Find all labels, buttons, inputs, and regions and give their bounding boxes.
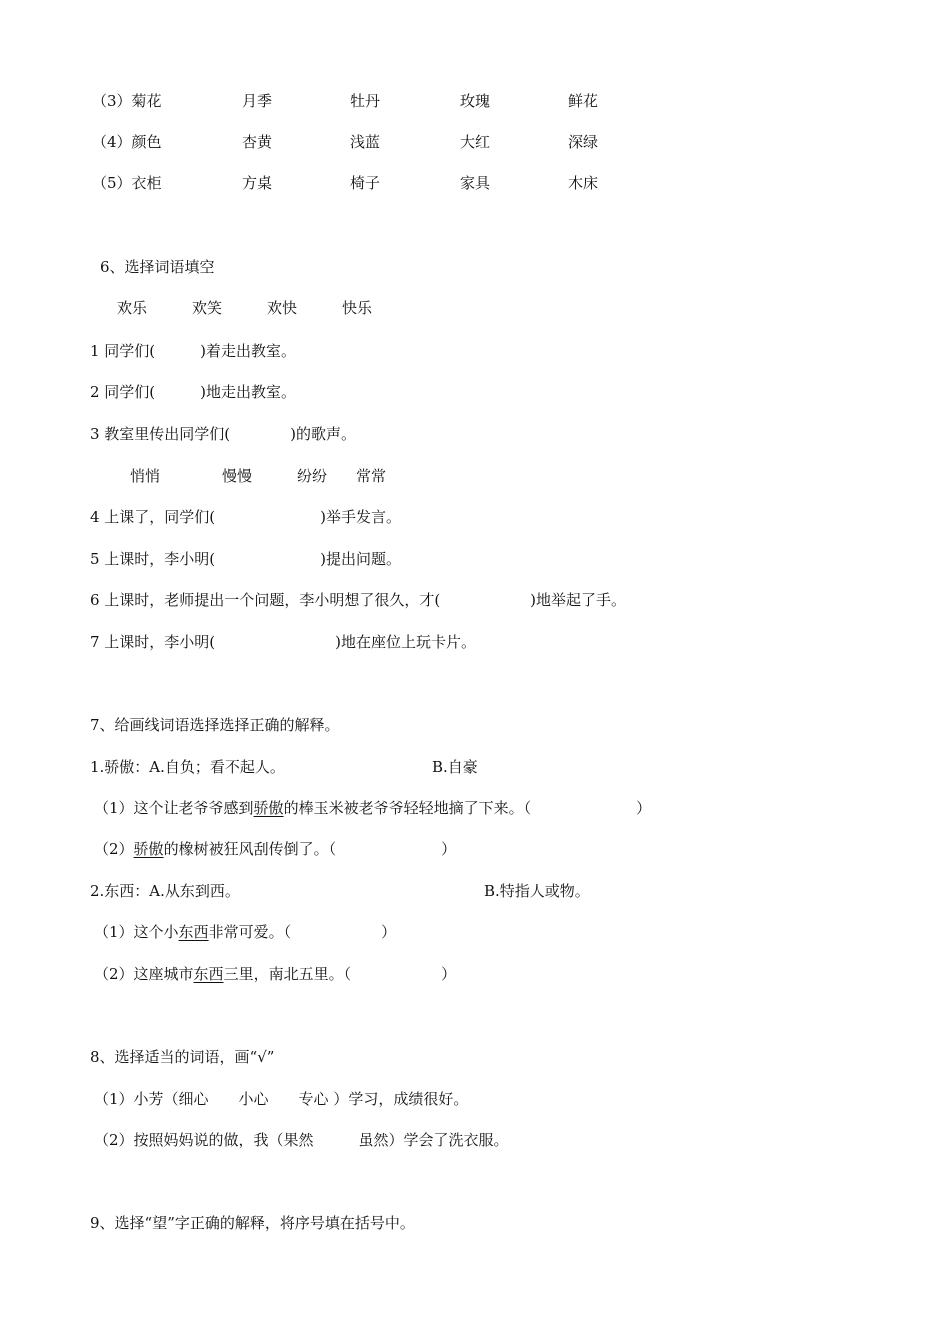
row-item: 月季 xyxy=(242,92,273,110)
fill-blank-item: 3 教室里传出同学们( )的歌声。 xyxy=(90,425,357,443)
word-option: 欢快 xyxy=(267,299,298,317)
underlined-word: 骄傲 xyxy=(253,799,284,817)
row-item: （3）菊花 xyxy=(92,92,162,110)
row-item: 深绿 xyxy=(568,133,599,151)
underlined-word: 东西 xyxy=(193,965,224,983)
word-1-option-a: 1.骄傲：A.自负；看不起人。 xyxy=(90,758,285,776)
choice-item: （2）按照妈妈说的做，我（果然 虽然）学会了洗衣服。 xyxy=(94,1131,509,1149)
row-item: 鲜花 xyxy=(568,92,599,110)
row-item: 玫瑰 xyxy=(460,92,491,110)
underlined-word: 骄傲 xyxy=(133,840,164,858)
sentence-item: （1）这个让老爷爷感到骄傲的棒玉米被老爷爷轻轻地摘了下来。（ ） xyxy=(94,799,652,817)
fill-blank-item: 5 上课时，李小明( )提出问题。 xyxy=(90,550,402,568)
underlined-word: 东西 xyxy=(178,923,209,941)
word-option: 纷纷 xyxy=(297,467,328,485)
row-item: （5）衣柜 xyxy=(92,174,162,192)
fill-blank-item: 6 上课时，老师提出一个问题，李小明想了很久，才( )地举起了手。 xyxy=(90,591,627,609)
fill-blank-item: 1 同学们( )着走出教室。 xyxy=(90,342,297,360)
row-item: 大红 xyxy=(460,133,491,151)
word-option: 快乐 xyxy=(342,299,373,317)
sentence-item: （1）这个小东西非常可爱。（ ） xyxy=(94,923,397,941)
question-9-title: 9、选择“望”字正确的解释，将序号填在括号中。 xyxy=(90,1214,415,1232)
row-item: 杏黄 xyxy=(242,133,273,151)
word-option: 欢乐 xyxy=(117,299,148,317)
word-option: 常常 xyxy=(356,467,387,485)
row-item: （4）颜色 xyxy=(92,133,162,151)
word-option: 悄悄 xyxy=(130,467,161,485)
row-item: 椅子 xyxy=(350,174,381,192)
word-2-option-b: B.特指人或物。 xyxy=(484,882,590,900)
row-item: 方桌 xyxy=(242,174,273,192)
fill-blank-item: 2 同学们( )地走出教室。 xyxy=(90,383,297,401)
sentence-item: （2）骄傲的橡树被狂风刮传倒了。（ ） xyxy=(94,840,457,858)
word-1-option-b: B.自豪 xyxy=(432,758,478,776)
question-8-title: 8、选择适当的词语，画“√” xyxy=(90,1048,275,1066)
row-item: 牡丹 xyxy=(350,92,381,110)
word-option: 慢慢 xyxy=(222,467,253,485)
question-7-title: 7、给画线词语选择选择正确的解释。 xyxy=(90,716,340,734)
row-item: 浅蓝 xyxy=(350,133,381,151)
word-2-option-a: 2.东西：A.从东到西。 xyxy=(90,882,240,900)
choice-item: （1）小芳（细心 小心 专心 ）学习，成绩很好。 xyxy=(94,1090,469,1108)
fill-blank-item: 7 上课时，李小明( )地在座位上玩卡片。 xyxy=(90,633,477,651)
row-item: 家具 xyxy=(460,174,491,192)
fill-blank-item: 4 上课了，同学们( )举手发言。 xyxy=(90,508,402,526)
sentence-item: （2）这座城市东西三里，南北五里。（ ） xyxy=(94,965,457,983)
word-option: 欢笑 xyxy=(192,299,223,317)
row-item: 木床 xyxy=(568,174,599,192)
question-6-title: 6、选择词语填空 xyxy=(100,258,215,276)
